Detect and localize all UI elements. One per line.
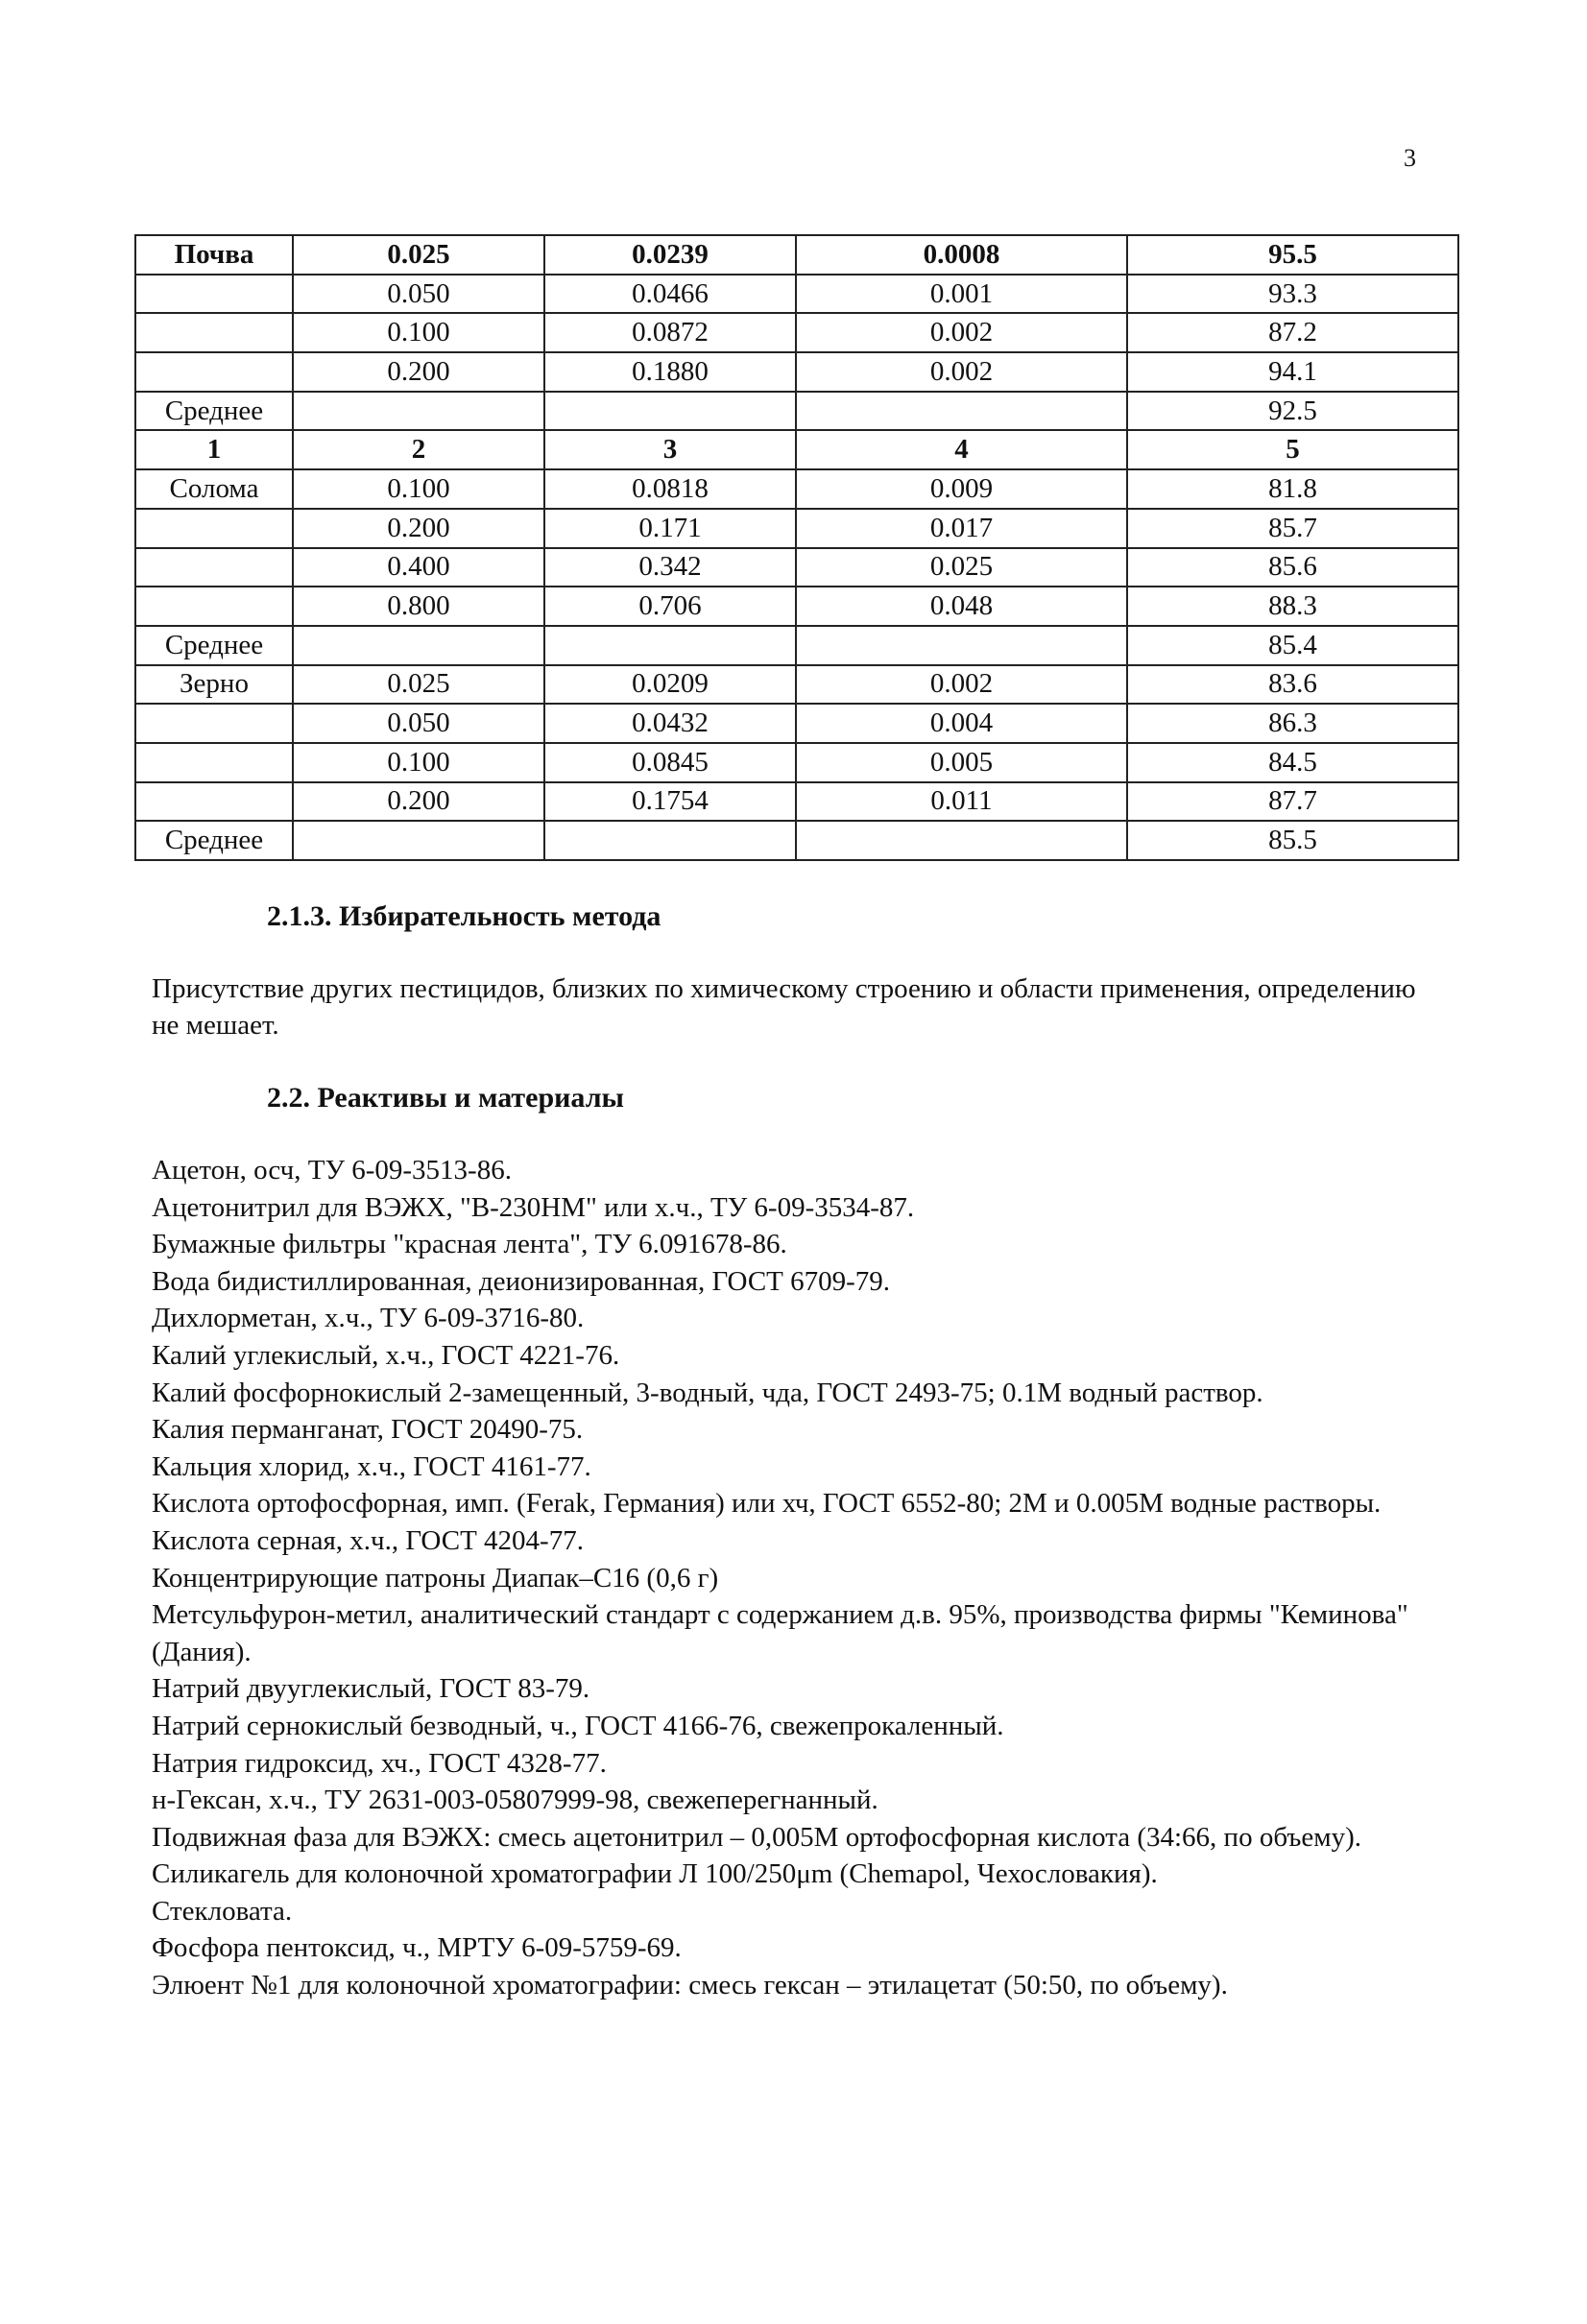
table-cell: 0.050 [293, 275, 544, 314]
table-row [135, 275, 1458, 314]
reagents-list [152, 1152, 1457, 2004]
table-cell [135, 509, 293, 548]
table-cell: 0.0466 [544, 275, 796, 314]
results-table [134, 234, 1459, 861]
table-cell: 0.100 [293, 743, 544, 782]
table-cell: 87.2 [1127, 313, 1458, 352]
reagent-item: Бумажные фильтры "красная лента", ТУ 6.091678-86. [152, 1229, 787, 1260]
table-cell: 87.7 [1127, 782, 1458, 822]
reagent-item: Кальция хлорид, х.ч., ГОСТ 4161-77. [152, 1450, 591, 1482]
table-cell: 85.5 [1127, 821, 1458, 860]
table-cell: 0.009 [796, 469, 1127, 509]
reagent-item: Подвижная фаза для ВЭЖХ: смесь ацетонитрил – 0,005М ортофосфорная кислота (34:66, по объему). [152, 1821, 1361, 1853]
reagent-item: Дихлорметан, х.ч., ТУ 6-09-3716-80. [152, 1303, 585, 1334]
table-cell: 0.025 [293, 235, 544, 275]
table-cell: 0.004 [796, 704, 1127, 743]
table-cell: 0.1880 [544, 352, 796, 392]
table-cell: 0.342 [544, 548, 796, 587]
reagent-item: Фосфора пентоксид, ч., МРТУ 6-09-5759-69. [152, 1932, 682, 1964]
table-cell [293, 821, 544, 860]
table-cell [135, 704, 293, 743]
table-cell [293, 626, 544, 665]
table-cell: 0.002 [796, 352, 1127, 392]
table-cell [135, 352, 293, 392]
table-cell [135, 587, 293, 626]
section-2-1-3-title: 2.1.3. Избирательность метода [267, 900, 661, 932]
table-cell: 0.025 [796, 548, 1127, 587]
table-row [135, 509, 1458, 548]
page-number: 3 [1404, 144, 1416, 172]
table-cell: 5 [1127, 430, 1458, 469]
table-row [135, 821, 1458, 860]
table-cell [135, 782, 293, 822]
reagent-item: Вода бидистиллированная, деионизированная, ГОСТ 6709-79. [152, 1265, 891, 1297]
table-cell: 0.0008 [796, 235, 1127, 275]
table-cell: 0.011 [796, 782, 1127, 822]
table-cell [544, 392, 796, 431]
table-row [135, 313, 1458, 352]
reagent-item: Кислота ортофосфорная, имп. (Ferak, Германия) или хч, ГОСТ 6552-80; 2М и 0.005М водные растворы. [152, 1488, 1382, 1520]
table-cell: 95.5 [1127, 235, 1458, 275]
table-row [135, 352, 1458, 392]
table-cell [135, 275, 293, 314]
section-2-1-3-text: Присутствие других пестицидов, близких по химическому строению и области применения, определению не мешает. [152, 973, 1416, 1041]
table-cell: Солома [135, 469, 293, 509]
table-cell: Почва [135, 235, 293, 275]
table-row [135, 235, 1458, 275]
table-cell: 0.0818 [544, 469, 796, 509]
table-row [135, 548, 1458, 587]
table-cell: 0.100 [293, 313, 544, 352]
table-cell: Среднее [135, 626, 293, 665]
section-2-2-title: 2.2. Реактивы и материалы [267, 1082, 624, 1114]
table-cell: 83.6 [1127, 665, 1458, 705]
table-cell [796, 821, 1127, 860]
table-cell: 0.400 [293, 548, 544, 587]
reagent-item: Концентрирующие патроны Диапак–С16 (0,6 г) [152, 1562, 719, 1593]
table-row [135, 587, 1458, 626]
table-cell: 94.1 [1127, 352, 1458, 392]
table-cell: 88.3 [1127, 587, 1458, 626]
table-cell: 0.800 [293, 587, 544, 626]
reagent-item: Метсульфурон-метил, аналитический стандарт с содержанием д.в. 95%, производства фирмы "Кеминова" (Дания). [152, 1599, 1408, 1667]
table-cell: Среднее [135, 821, 293, 860]
table-cell: 2 [293, 430, 544, 469]
reagent-item: Натрия гидроксид, хч., ГОСТ 4328-77. [152, 1747, 607, 1779]
table-cell: 0.0432 [544, 704, 796, 743]
table-cell: 0.200 [293, 509, 544, 548]
table-cell: 81.8 [1127, 469, 1458, 509]
table-cell: Среднее [135, 392, 293, 431]
reagent-item: Ацетонитрил для ВЭЖХ, "В-230НМ" или х.ч., ТУ 6-09-3534-87. [152, 1191, 915, 1223]
table-cell: 0.706 [544, 587, 796, 626]
table-cell: 0.050 [293, 704, 544, 743]
table-cell: 0.1754 [544, 782, 796, 822]
table-cell: 0.0209 [544, 665, 796, 705]
table-cell: 0.171 [544, 509, 796, 548]
reagent-item: Кислота серная, х.ч., ГОСТ 4204-77. [152, 1524, 584, 1556]
table-cell: 0.0872 [544, 313, 796, 352]
table-cell: 0.005 [796, 743, 1127, 782]
reagent-item: Ацетон, осч, ТУ 6-09-3513-86. [152, 1155, 512, 1186]
table-row [135, 782, 1458, 822]
table-cell: 0.100 [293, 469, 544, 509]
reagent-item: Силикагель для колоночной хроматографии Л 100/250μm (Chemapol, Чехословакия). [152, 1858, 1158, 1890]
reagent-item: Элюент №1 для колоночной хроматографии: смесь гексан – этилацетат (50:50, по объему). [152, 1970, 1228, 2001]
table-cell: 86.3 [1127, 704, 1458, 743]
table-row [135, 626, 1458, 665]
table-cell: 93.3 [1127, 275, 1458, 314]
table-cell: 84.5 [1127, 743, 1458, 782]
table-row [135, 704, 1458, 743]
table-cell: 92.5 [1127, 392, 1458, 431]
reagent-item: Калия перманганат, ГОСТ 20490-75. [152, 1414, 584, 1446]
table-cell: 0.017 [796, 509, 1127, 548]
table-cell [544, 821, 796, 860]
table-row [135, 430, 1458, 469]
table-cell: 0.0239 [544, 235, 796, 275]
table-cell: 0.200 [293, 352, 544, 392]
table-cell: Зерно [135, 665, 293, 705]
table-cell: 0.001 [796, 275, 1127, 314]
table-cell: 0.048 [796, 587, 1127, 626]
table-cell [544, 626, 796, 665]
table-cell [135, 313, 293, 352]
table-cell: 0.0845 [544, 743, 796, 782]
reagent-item: Натрий сернокислый безводный, ч., ГОСТ 4166-76, свежепрокаленный. [152, 1710, 1004, 1741]
table-cell: 0.002 [796, 665, 1127, 705]
table-row [135, 743, 1458, 782]
reagent-item: Калий фосфорнокислый 2-замещенный, 3-водный, чда, ГОСТ 2493-75; 0.1М водный раствор. [152, 1377, 1263, 1408]
table-cell: 85.7 [1127, 509, 1458, 548]
table-cell [293, 392, 544, 431]
table-cell: 0.002 [796, 313, 1127, 352]
table-cell [796, 626, 1127, 665]
table-cell: 0.025 [293, 665, 544, 705]
table-cell [135, 743, 293, 782]
table-cell: 85.6 [1127, 548, 1458, 587]
reagent-item: Калий углекислый, х.ч., ГОСТ 4221-76. [152, 1339, 620, 1371]
table-row [135, 665, 1458, 705]
table-cell: 3 [544, 430, 796, 469]
results-table-body [135, 235, 1458, 860]
reagent-item: Натрий двууглекислый, ГОСТ 83-79. [152, 1673, 590, 1705]
table-cell [135, 548, 293, 587]
table-cell: 1 [135, 430, 293, 469]
table-cell: 85.4 [1127, 626, 1458, 665]
table-cell [796, 392, 1127, 431]
table-row [135, 392, 1458, 431]
reagent-item: н-Гексан, х.ч., ТУ 2631-003-05807999-98, свежеперегнанный. [152, 1785, 878, 1816]
reagent-item: Стекловата. [152, 1895, 293, 1927]
table-row [135, 469, 1458, 509]
table-cell: 4 [796, 430, 1127, 469]
table-cell: 0.200 [293, 782, 544, 822]
